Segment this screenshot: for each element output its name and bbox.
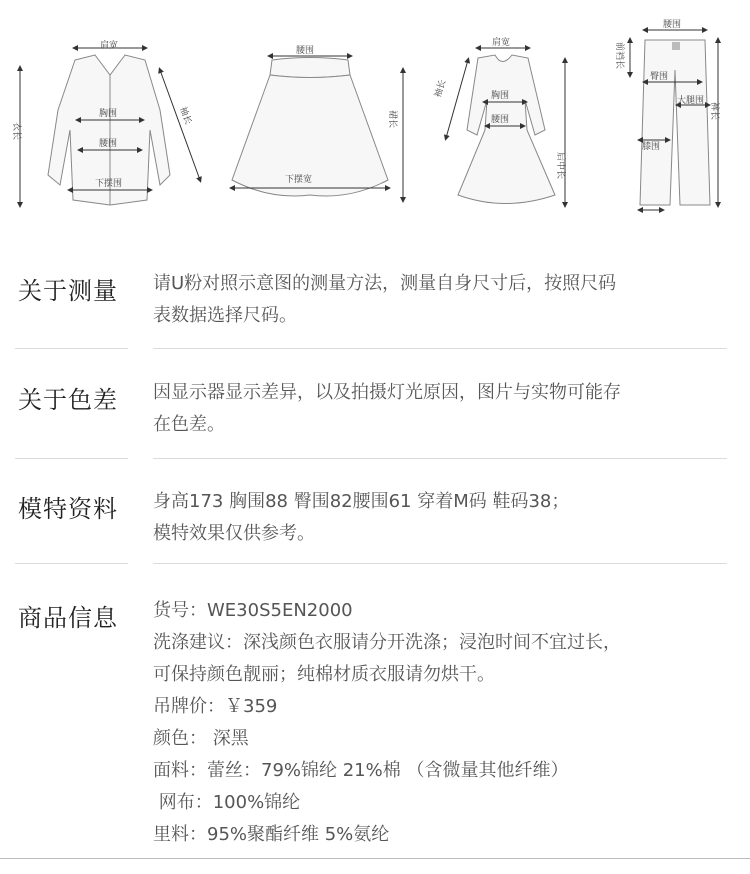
shirt-hem-label: 下摆围 — [95, 179, 123, 189]
divider — [15, 458, 128, 459]
pants-knee-label: 膝围 — [642, 142, 661, 152]
color-title: 关于色差 — [18, 386, 118, 414]
dress-shoulder-label: 肩宽 — [492, 38, 511, 48]
pants-hip-label: 臀围 — [650, 72, 669, 82]
model-line: 模特效果仅供参考。 — [153, 523, 315, 544]
product-mesh: 网布：100%锦纶 — [153, 792, 301, 813]
pants-front-rise-label: 前裆长 — [614, 42, 624, 70]
divider — [15, 563, 128, 564]
measurement-title: 关于测量 — [18, 277, 118, 305]
shirt-length-label: 衣长 — [11, 122, 21, 141]
product-lining: 里料：95%聚酯纤维 5%氨纶 — [153, 824, 390, 845]
color-section — [0, 377, 750, 457]
pants-thigh-label: 大腿围 — [677, 96, 705, 106]
skirt-hem-label: 下摆宽 — [285, 175, 313, 185]
model-title: 模特资料 — [18, 495, 118, 523]
product-wash-line: 洗涤建议：深浅颜色衣服请分开洗涤；浸泡时间不宜过长， — [153, 632, 621, 653]
dress-chest-label: 胸围 — [491, 91, 510, 101]
product-wash-line: 可保持颜色靓丽；纯棉材质衣服请勿烘干。 — [153, 664, 495, 685]
measurement-body — [153, 268, 732, 332]
dress-back-length-label: 后中长 — [555, 152, 565, 180]
color-body — [153, 377, 732, 441]
shirt-chest-label: 胸围 — [99, 109, 118, 119]
pants-waist-label: 腰围 — [663, 20, 682, 30]
dress-waist-label: 腰围 — [491, 115, 510, 125]
skirt-length-label: 裙长 — [387, 110, 397, 129]
product-price: 吊牌价：￥359 — [153, 696, 278, 717]
product-section — [0, 595, 750, 855]
model-section — [0, 486, 750, 566]
shirt-waist-label: 腰围 — [99, 139, 118, 149]
shirt-shoulder-label: 肩宽 — [100, 41, 119, 51]
divider — [153, 563, 727, 564]
product-sku: 货号：WE30S5EN2000 — [153, 600, 353, 621]
product-color: 颜色： 深黑 — [153, 728, 249, 749]
model-line: 身高173 胸围88 臀围82腰围61 穿着M码 鞋码38； — [153, 491, 570, 512]
pants-diagram — [640, 40, 710, 205]
color-line: 在色差。 — [153, 414, 225, 435]
divider — [153, 458, 727, 459]
dress-sleeve-label: 袖长 — [433, 78, 449, 99]
product-fabric: 面料：蕾丝：79%锦纶 21%棉 （含微量其他纤维） — [153, 760, 569, 781]
color-line: 因显示器显示差异，以及拍摄灯光原因，图片与实物可能存 — [153, 382, 621, 403]
bottom-divider — [0, 858, 750, 859]
product-title: 商品信息 — [18, 604, 118, 632]
model-body — [153, 486, 732, 550]
skirt-waist-label: 腰围 — [296, 46, 315, 56]
measurement-diagrams — [0, 0, 750, 225]
measurement-line: 请U粉对照示意图的测量方法，测量自身尺寸后，按照尺码 — [153, 273, 617, 294]
product-body — [153, 595, 732, 851]
pants-length-label: 裤长 — [709, 102, 719, 121]
measurement-line: 表数据选择尺码。 — [153, 305, 297, 326]
dress-diagram — [458, 55, 555, 204]
measurement-section — [0, 268, 750, 348]
divider — [15, 348, 128, 349]
divider — [153, 348, 727, 349]
shirt-sleeve-label: 袖长 — [177, 105, 193, 126]
